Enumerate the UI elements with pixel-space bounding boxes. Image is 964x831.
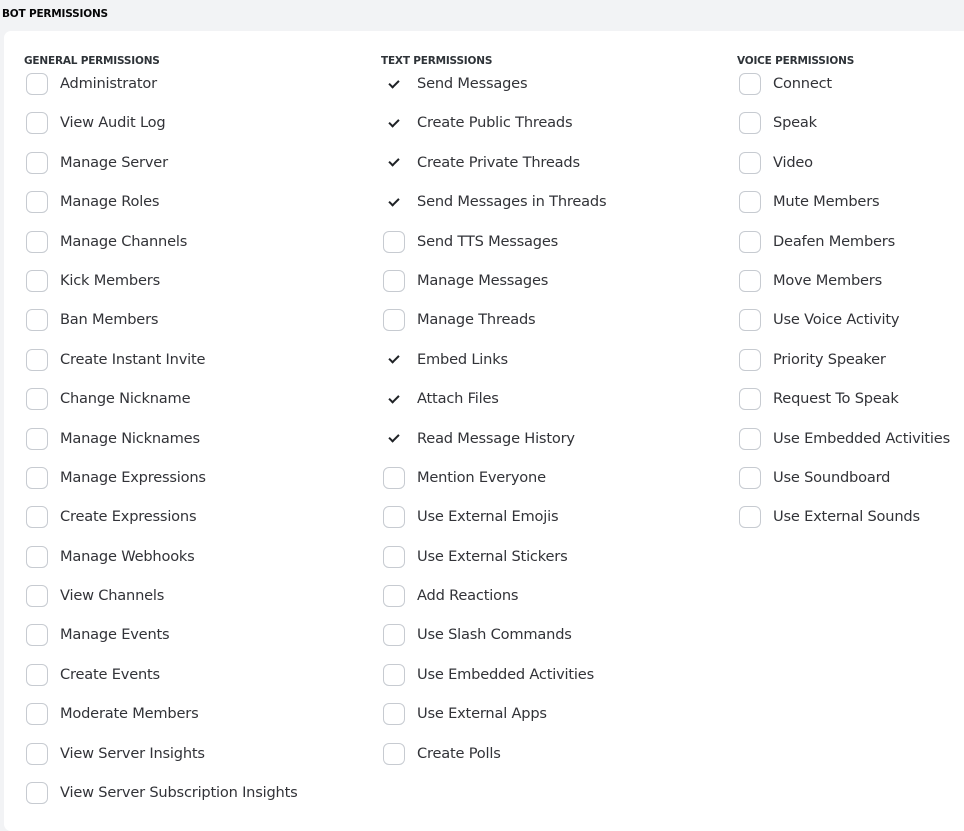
permission-manage-server[interactable] [24, 152, 354, 191]
permission-create-instant-invite[interactable] [24, 349, 354, 388]
permission-deafen-members[interactable] [737, 231, 964, 270]
checkbox-checked[interactable] [383, 112, 405, 134]
checkbox-unchecked[interactable] [739, 112, 761, 134]
checkbox-unchecked[interactable] [26, 624, 48, 646]
checkbox-unchecked[interactable] [739, 309, 761, 331]
permission-label: Administrator [60, 75, 157, 92]
permission-mention-everyone[interactable] [381, 467, 711, 506]
section-header [0, 0, 964, 30]
checkbox-checked[interactable] [383, 388, 405, 410]
permission-label: View Server Insights [60, 744, 205, 762]
permission-label: Attach Files [417, 390, 499, 408]
permission-label: Kick Members [60, 271, 160, 289]
permission-view-server-subscription-insights[interactable] [24, 782, 354, 821]
voice-permissions-column [737, 53, 964, 546]
permission-label: Add Reactions [417, 587, 519, 605]
permission-label: Create Expressions [60, 508, 197, 526]
checkbox-unchecked[interactable] [383, 546, 405, 568]
permission-create-private-threads[interactable] [381, 152, 711, 191]
permission-label: Embed Links [417, 350, 508, 368]
permission-label: Read Message History [417, 429, 575, 447]
checkbox-unchecked[interactable] [383, 585, 405, 607]
permission-use-external-sounds[interactable] [737, 506, 964, 545]
permission-send-tts-messages[interactable] [381, 231, 711, 270]
permission-label: Use Voice Activity [773, 311, 900, 329]
checkbox-unchecked[interactable] [26, 191, 48, 213]
permission-label: Manage Nicknames [60, 429, 200, 447]
permission-priority-speaker[interactable] [737, 349, 964, 388]
permission-use-external-stickers[interactable] [381, 546, 711, 585]
checkbox-unchecked[interactable] [26, 231, 48, 253]
general-permissions-list [24, 73, 354, 821]
checkbox-unchecked[interactable] [739, 467, 761, 489]
checkbox-unchecked[interactable] [383, 743, 405, 765]
permission-use-external-emojis[interactable] [381, 506, 711, 545]
permission-view-server-insights[interactable] [24, 743, 354, 782]
permission-label: Change Nickname [60, 390, 191, 408]
permission-request-to-speak[interactable] [737, 388, 964, 427]
permission-use-slash-commands[interactable] [381, 624, 711, 663]
permission-view-channels[interactable] [24, 585, 354, 624]
general-permissions-heading: GENERAL PERMISSIONS [24, 55, 160, 67]
permission-create-events[interactable] [24, 664, 354, 703]
checkbox-unchecked[interactable] [26, 270, 48, 292]
permission-manage-nicknames[interactable] [24, 428, 354, 467]
checkbox-unchecked[interactable] [26, 703, 48, 725]
checkbox-unchecked[interactable] [739, 506, 761, 528]
permission-use-embedded-activities[interactable] [381, 664, 711, 703]
permission-moderate-members[interactable] [24, 703, 354, 742]
checkbox-checked[interactable] [383, 152, 405, 174]
checkbox-unchecked[interactable] [26, 467, 48, 489]
checkbox-unchecked[interactable] [26, 349, 48, 371]
text-permissions-list [381, 73, 711, 782]
permission-label: Send Messages in Threads [417, 193, 607, 211]
permission-move-members[interactable] [737, 270, 964, 309]
checkbox-unchecked[interactable] [26, 152, 48, 174]
permission-label: Use Soundboard [773, 468, 891, 486]
permission-embed-links[interactable] [381, 349, 711, 388]
permission-label: Manage Server [60, 153, 168, 171]
permission-label: View Audit Log [60, 114, 166, 132]
checkbox-unchecked[interactable] [739, 428, 761, 450]
permission-label: Send TTS Messages [417, 232, 559, 250]
checkbox-unchecked[interactable] [26, 112, 48, 134]
checkbox-checked[interactable] [383, 428, 405, 450]
permission-video[interactable] [737, 152, 964, 191]
checkbox-unchecked[interactable] [26, 506, 48, 528]
permission-label: Priority Speaker [773, 350, 886, 368]
checkbox-unchecked[interactable] [383, 506, 405, 528]
permission-label: Ban Members [60, 311, 159, 329]
permission-use-external-apps[interactable] [381, 703, 711, 742]
permission-label: Move Members [773, 271, 883, 289]
permission-manage-messages[interactable] [381, 270, 711, 309]
permission-label: Manage Roles [60, 193, 160, 211]
checkbox-unchecked[interactable] [26, 782, 48, 804]
permission-label: Use Embedded Activities [773, 429, 950, 447]
permission-label: Manage Channels [60, 232, 188, 250]
permission-label: Deafen Members [773, 232, 895, 250]
permission-label: Moderate Members [60, 705, 199, 723]
permission-ban-members[interactable] [24, 309, 354, 348]
permission-read-message-history[interactable] [381, 428, 711, 467]
checkbox-unchecked[interactable] [739, 231, 761, 253]
permission-manage-roles[interactable] [24, 191, 354, 230]
checkbox-unchecked[interactable] [26, 585, 48, 607]
checkbox-unchecked[interactable] [739, 152, 761, 174]
permission-label: Create Events [60, 665, 160, 683]
permission-use-embedded-activities[interactable] [737, 428, 964, 467]
permission-manage-threads[interactable] [381, 309, 711, 348]
permission-manage-expressions[interactable] [24, 467, 354, 506]
permission-kick-members[interactable] [24, 270, 354, 309]
checkbox-unchecked[interactable] [383, 309, 405, 331]
checkbox-unchecked[interactable] [383, 467, 405, 489]
permission-manage-webhooks[interactable] [24, 546, 354, 585]
permission-administrator[interactable] [24, 73, 354, 112]
permission-label: Use External Apps [417, 705, 547, 723]
checkbox-unchecked[interactable] [739, 388, 761, 410]
permission-manage-channels[interactable] [24, 231, 354, 270]
permission-label: Create Public Threads [417, 114, 573, 132]
checkbox-unchecked[interactable] [383, 624, 405, 646]
checkbox-unchecked[interactable] [383, 664, 405, 686]
permission-label: Speak [773, 114, 817, 132]
checkbox-unchecked[interactable] [383, 270, 405, 292]
permission-label: Create Private Threads [417, 153, 580, 171]
permission-use-voice-activity[interactable] [737, 309, 964, 348]
section-title: BOT PERMISSIONS [2, 8, 108, 20]
permission-manage-events[interactable] [24, 624, 354, 663]
permission-label: Use External Sounds [773, 508, 920, 526]
checkbox-checked[interactable] [383, 349, 405, 371]
checkbox-unchecked[interactable] [739, 191, 761, 213]
permission-label: Manage Threads [417, 311, 536, 329]
permission-label: Use Embedded Activities [417, 665, 594, 683]
permission-send-messages[interactable] [381, 73, 711, 112]
checkbox-unchecked[interactable] [26, 388, 48, 410]
permission-label: Video [773, 153, 813, 171]
voice-permissions-heading: VOICE PERMISSIONS [737, 55, 855, 67]
permission-attach-files[interactable] [381, 388, 711, 427]
voice-permissions-list [737, 73, 964, 546]
permission-label: Use External Stickers [417, 547, 568, 565]
checkbox-unchecked[interactable] [26, 546, 48, 568]
permission-label: Create Polls [417, 744, 501, 762]
general-permissions-column [24, 53, 354, 821]
text-permissions-column [381, 53, 711, 782]
checkbox-unchecked[interactable] [739, 73, 761, 95]
permission-label: Use Slash Commands [417, 626, 572, 644]
permission-label: Request To Speak [773, 390, 899, 408]
checkbox-unchecked[interactable] [26, 664, 48, 686]
checkbox-unchecked[interactable] [383, 703, 405, 725]
checkbox-unchecked[interactable] [739, 270, 761, 292]
permission-connect[interactable] [737, 73, 964, 112]
permission-view-audit-log[interactable] [24, 112, 354, 151]
permission-label: Send Messages [417, 75, 528, 92]
permission-create-public-threads[interactable] [381, 112, 711, 151]
text-permissions-heading: TEXT PERMISSIONS [381, 55, 493, 67]
permission-label: Mention Everyone [417, 468, 546, 486]
permission-add-reactions[interactable] [381, 585, 711, 624]
checkbox-unchecked[interactable] [383, 231, 405, 253]
checkbox-unchecked[interactable] [739, 349, 761, 371]
permission-label: View Channels [60, 587, 165, 605]
permission-mute-members[interactable] [737, 191, 964, 230]
permission-speak[interactable] [737, 112, 964, 151]
permission-use-soundboard[interactable] [737, 467, 964, 506]
permission-change-nickname[interactable] [24, 388, 354, 427]
checkbox-unchecked[interactable] [26, 309, 48, 331]
permission-create-expressions[interactable] [24, 506, 354, 545]
permission-label: Manage Messages [417, 271, 549, 289]
checkbox-unchecked[interactable] [26, 743, 48, 765]
permission-label: Mute Members [773, 193, 880, 211]
permission-create-polls[interactable] [381, 743, 711, 782]
checkbox-unchecked[interactable] [26, 428, 48, 450]
permission-label: Manage Events [60, 626, 170, 644]
checkbox-unchecked[interactable] [26, 73, 48, 95]
permission-label: View Server Subscription Insights [60, 784, 298, 802]
permission-label: Use External Emojis [417, 508, 559, 526]
permission-label: Manage Expressions [60, 468, 206, 486]
permission-send-messages-in-threads[interactable] [381, 191, 711, 230]
checkbox-checked[interactable] [383, 73, 405, 95]
permission-label: Connect [773, 75, 832, 92]
checkbox-checked[interactable] [383, 191, 405, 213]
permission-label: Create Instant Invite [60, 350, 206, 368]
permission-label: Manage Webhooks [60, 547, 195, 565]
